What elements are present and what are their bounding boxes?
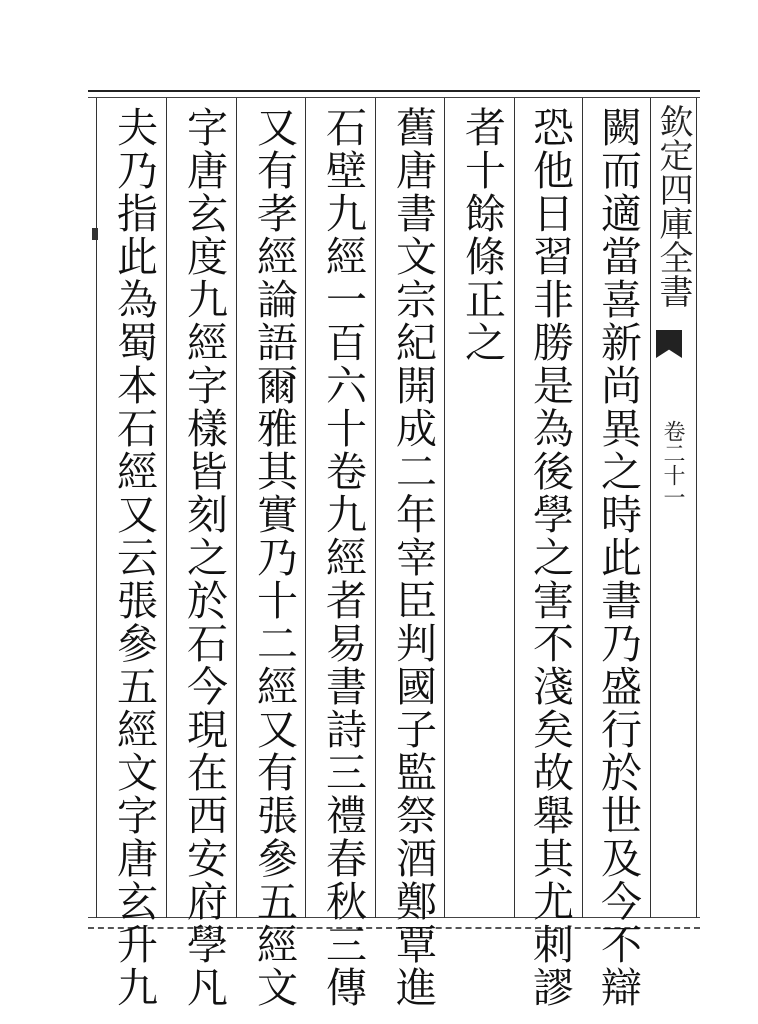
column-divider	[166, 98, 167, 918]
top-border-outer	[88, 90, 700, 92]
text-column-7: 字唐玄度九經字樣皆刻之於石今現在西安府學凡	[180, 106, 228, 1009]
text-column-3: 者十餘條正之	[458, 106, 506, 364]
column-divider	[305, 98, 306, 918]
text-column-6: 又有孝經論語爾雅其實乃十二經又有張參五經文	[250, 106, 298, 1009]
text-column-1: 闕而適當喜新尚異之時此書乃盛行於世及今不辯	[594, 106, 642, 1009]
text-column-8: 夫乃指此為蜀本石經又云張參五經文字唐玄升九	[110, 106, 158, 1009]
column-divider	[375, 98, 376, 918]
volume-label: 卷二十一	[660, 420, 685, 508]
column-divider	[514, 98, 515, 918]
top-border-inner	[88, 97, 700, 98]
book-title: 欽定四庫全書	[653, 104, 693, 308]
left-margin-mark	[92, 228, 98, 240]
text-column-5: 石壁九經一百六十卷九經者易書詩三禮春秋三傳	[319, 106, 367, 1009]
column-divider	[444, 98, 445, 918]
column-divider	[650, 98, 651, 918]
column-divider	[236, 98, 237, 918]
column-divider	[582, 98, 583, 918]
text-column-4: 舊唐書文宗紀開成二年宰臣判國子監祭酒鄭覃進	[389, 106, 437, 1009]
fishtail-mark	[656, 330, 682, 358]
column-divider	[696, 98, 697, 918]
left-border	[96, 98, 97, 918]
text-column-2: 恐他日習非勝是為後學之害不淺矣故舉其尤刺謬	[526, 106, 574, 1009]
